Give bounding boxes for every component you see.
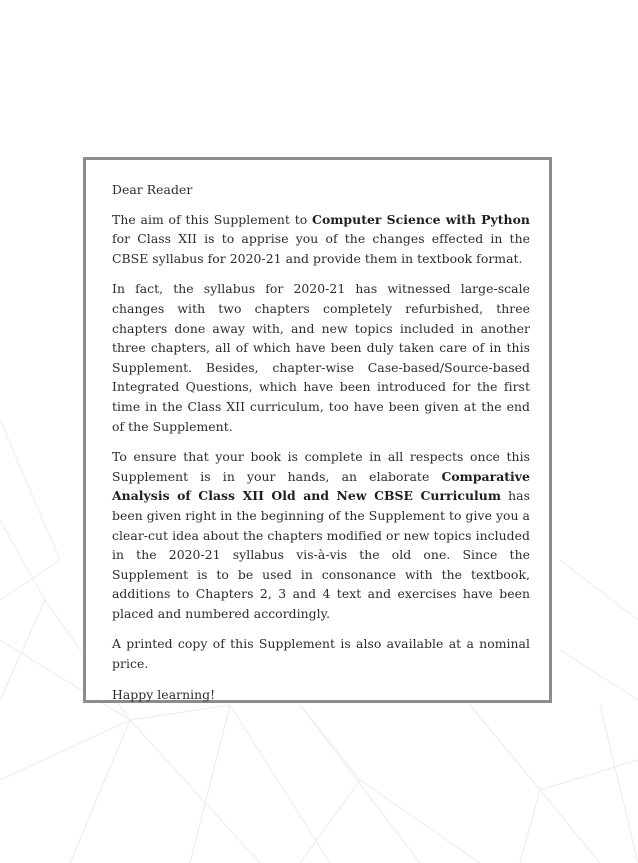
paragraph-printed-copy: A printed copy of this Supplement is also available at a nominal price. xyxy=(112,636,530,672)
paragraph-complete-book-text-b: has been given right in the beginning of the Supplement to give you a clear-cut idea about the chapters modified or new topics included in the 2020-21 syllabus vis-à-vis the old one. Since the Supplement is to be used in consonance with the textbook, additions to Chapters 2, 3 and 4 text and exercises have been placed and numbered accordingly. xyxy=(112,488,530,621)
paragraph-aim xyxy=(112,210,530,269)
paragraph-complete-book xyxy=(112,447,530,623)
letter-box xyxy=(83,157,552,703)
comparative-analysis-title: Comparative Analysis of Class XII Old and New CBSE Curriculum xyxy=(112,468,530,504)
book-title: Computer Science with Python xyxy=(312,211,530,227)
salutation: Dear Reader xyxy=(112,182,193,197)
paragraph-complete-book-text-a: To ensure that your book is complete in all respects once this Supplement is in your hands, an elaborate xyxy=(112,449,530,484)
paragraph-syllabus-changes: In fact, the syllabus for 2020-21 has witnessed large-scale changes with two chapters completely refurbished, three chapters done away with, and new topics included in another three chapters, all of which have been duly taken care of in this Supplement. Besides, chapter-wise Case-based/Source-based Integrated Questions, which have been introduced for the first time in the Class XII curriculum, too have been given at the end of the Supplement. xyxy=(112,281,530,434)
letter-body xyxy=(112,180,530,715)
paragraph-aim-text-a: The aim of this Supplement to xyxy=(112,211,313,227)
closing: Happy learning! xyxy=(112,686,216,702)
paragraph-aim-text-b: for Class XII is to apprise you of the changes effected in the CBSE syllabus for 2020-21 and provide them in textbook format. xyxy=(112,231,530,266)
